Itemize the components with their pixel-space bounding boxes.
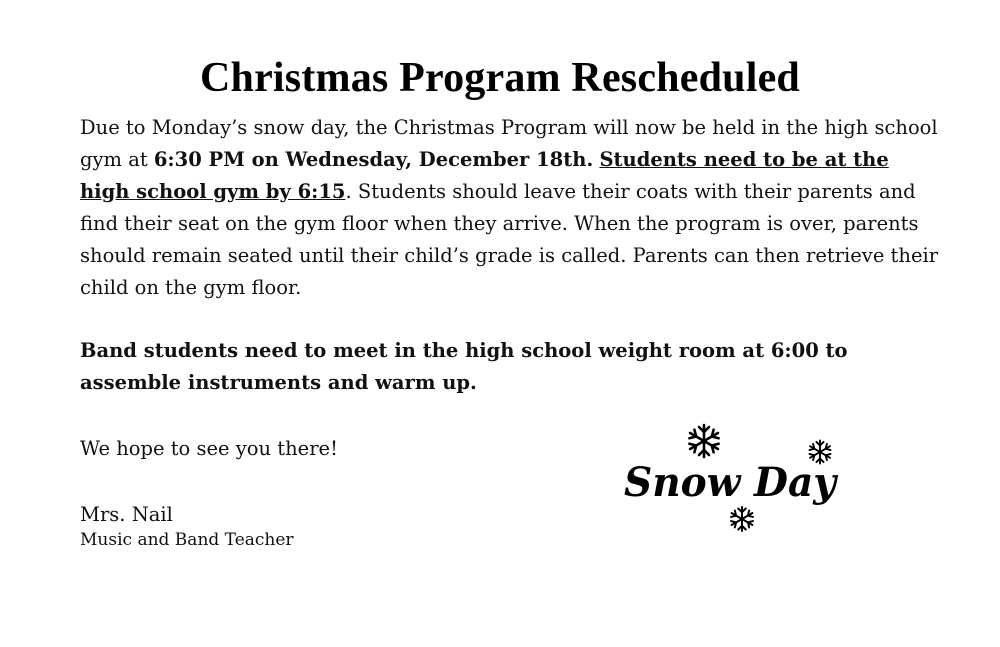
time-date-text: 6:30 PM on Wednesday, December 18th. <box>153 148 594 171</box>
closing-line: We hope to see you there! <box>80 437 338 460</box>
signature-name: Mrs. Nail <box>80 503 173 526</box>
intro-text: Due to Monday’s snow day, the Christmas Program will now be held in the high school gym at <box>80 116 938 171</box>
snowflake-icon <box>731 507 753 531</box>
snowflake-icon <box>689 425 718 457</box>
arrival-time-text: Students need to be at the high school gym by 6:15 <box>80 148 889 203</box>
instructions-text: . Students should leave their coats with their parents and find their seat on the gym floor when they arrive. When the program is over, parents should remain seated until their child’s grade is called. Parents can then retrieve their child on the gym floor. <box>80 180 939 299</box>
snow-day-logo <box>620 410 850 545</box>
program-details-paragraph <box>80 112 940 304</box>
page-title: Christmas Program Rescheduled <box>200 55 800 101</box>
logo-text: Snow Day <box>624 459 839 506</box>
band-students-paragraph: Band students need to meet in the high school weight room at 6:00 to assemble instruments and warm up. <box>80 339 848 394</box>
signature-role: Music and Band Teacher <box>80 530 294 550</box>
